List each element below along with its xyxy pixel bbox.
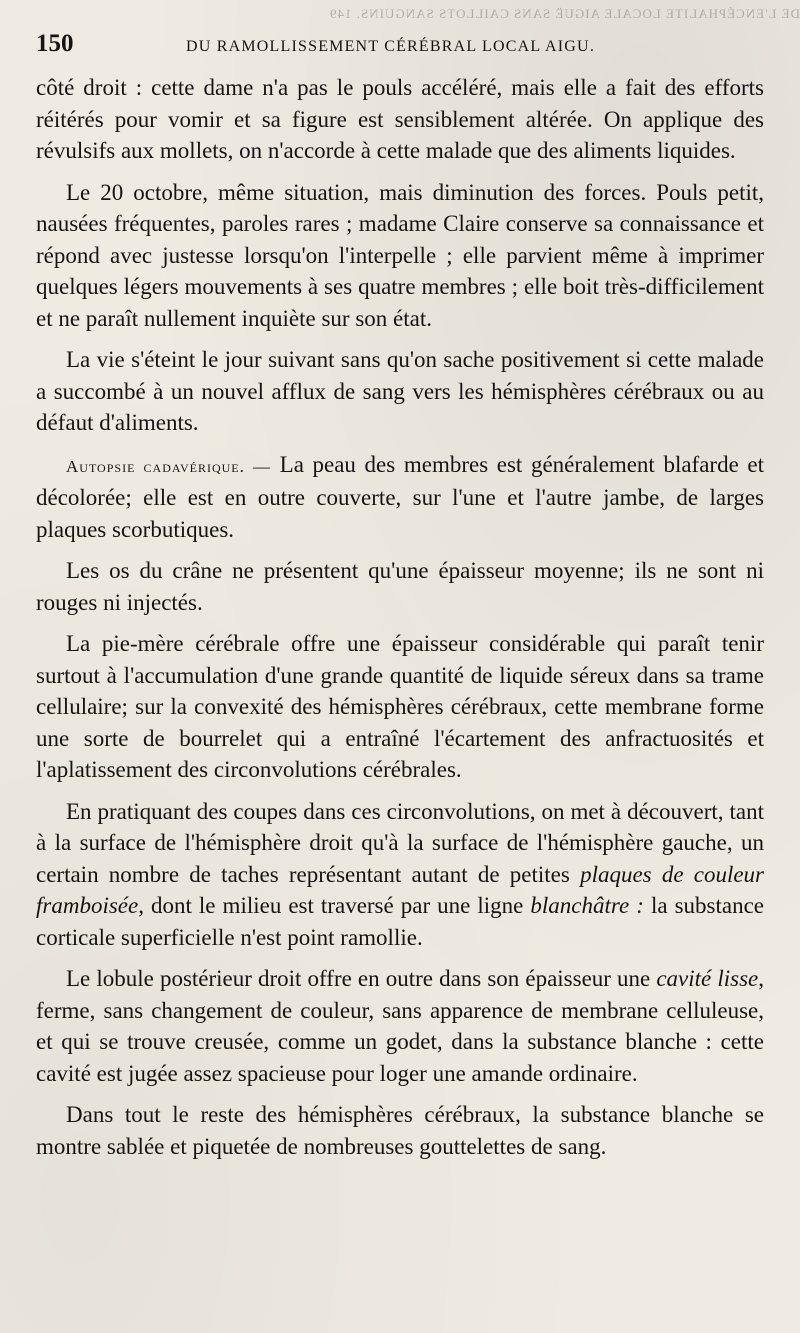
paragraph-pia-mater: La pie-mère cérébrale offre une épaisseur considérable qui paraît tenir surtout à l'accumulation d'une grande quantité de liquide séreux dans sa trame cellulaire; sur la convexité des hémisphères cérébraux, cette membrane forme une sorte de bourrelet qui a entraîné l'écartement des anfractuosités et l'aplatissement des circonvolutions cérébrales. bbox=[36, 631, 764, 782]
lobule-italic-1: cavité lisse bbox=[656, 966, 759, 991]
paragraph-october-20: Le 20 octobre, même situation, mais diminution des forces. Pouls petit, nausées fréquentes, paroles rares ; madame Claire conserve sa connaissance et répond avec justesse lorsqu'on l'interpelle ; elle parvient même à imprimer quelques légers mouvements à ses quatre membres ; elle boit très-difficilement et ne paraît nullement inquiète sur son état. bbox=[36, 179, 764, 331]
lobule-text-2: , ferme, sans changement de couleur, sans apparence de membrane celluleuse, et qui se trouve creusée, comme un godet, dans la substance blanche : cette cavité est jugée assez spacieuse pour loger une amande ordinaire. bbox=[36, 966, 764, 1086]
facing-page-bleed-through: DE L'ENCÉPHALITE LOCALE AIGUË SANS CAILLOTS SANGUINS. 149 bbox=[329, 6, 800, 21]
body-text bbox=[36, 72, 764, 1162]
sections-italic-2: blanchâtre : bbox=[530, 893, 644, 918]
sections-italic-1: plaques de couleur framboisée bbox=[36, 861, 765, 918]
sections-text-3: la substance corticale superficielle n'est point ramollie. bbox=[36, 893, 764, 950]
sections-text-1: En pratiquant des coupes dans ces circonvolutions, on met à découvert, tant à la surface de l'hémisphère droit qu'à la surface de l'hémisphère gauche, un certain nombre de taches représentant autant de petites bbox=[36, 798, 764, 887]
paragraph-continuation: côté droit : cette dame n'a pas le pouls accéléré, mais elle a fait des efforts réitérés pour vomir et sa figure est sensiblement altérée. On applique des révulsifs aux mollets, on n'accorde à cette malade que des aliments liquides. bbox=[36, 75, 764, 163]
autopsy-heading: Autopsie cadavérique. — bbox=[66, 456, 272, 476]
sections-text-2: , dont le milieu est traversé par une ligne bbox=[138, 893, 531, 918]
running-head: DU RAMOLLISSEMENT CÉRÉBRAL LOCAL AIGU. bbox=[186, 38, 596, 55]
paragraph-sections bbox=[36, 796, 764, 954]
paragraph-skull: Les os du crâne ne présentent qu'une épaisseur moyenne; ils ne sont ni rouges ni injectés. bbox=[36, 558, 764, 615]
paragraph-death: La vie s'éteint le jour suivant sans qu'on sache positivement si cette malade a succombé à un nouvel afflux de sang vers les hémisphères cérébraux ou au défaut d'aliments. bbox=[36, 347, 764, 435]
lobule-text-1: Le lobule postérieur droit offre en outre dans son épaisseur une bbox=[66, 966, 657, 991]
paragraph-white-matter: Dans tout le reste des hémisphères cérébraux, la substance blanche se montre sablée et piquetée de nombreuses gouttelettes de sang. bbox=[36, 1102, 764, 1159]
autopsy-text: La peau des membres est généralement blafarde et décolorée; elle est en outre couverte, sur l'une et l'autre jambe, de larges plaques scorbutiques. bbox=[36, 451, 764, 542]
page-number: 150 bbox=[36, 30, 74, 57]
paragraph-autopsy bbox=[36, 449, 764, 546]
paragraph-posterior-lobule bbox=[36, 963, 764, 1089]
page-header bbox=[36, 30, 764, 72]
